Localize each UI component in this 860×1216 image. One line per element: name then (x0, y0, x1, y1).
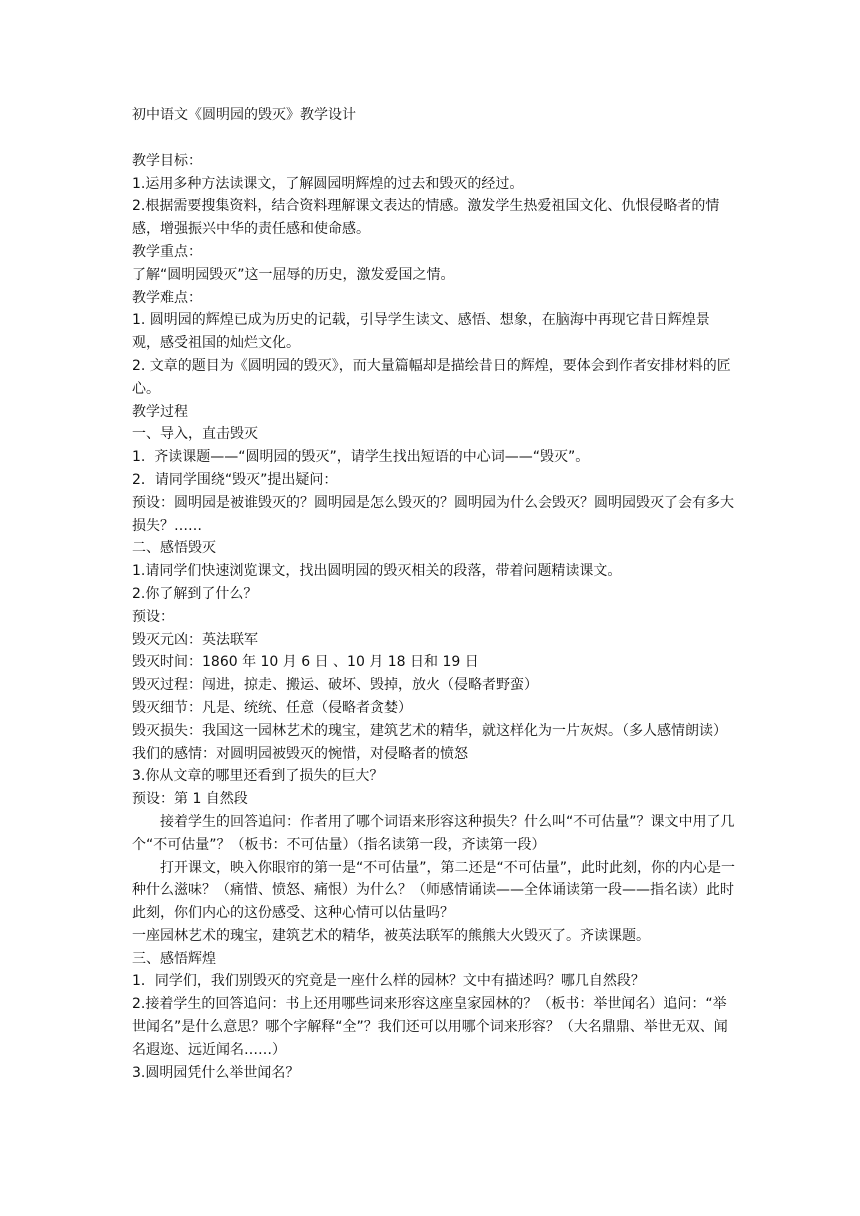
paragraph: 三、感悟辉煌 (132, 950, 216, 967)
paragraph: 预设： (132, 608, 174, 625)
paragraph: 毁灭元凶：英法联军 (132, 631, 258, 648)
paragraph: 教学难点： (132, 289, 202, 306)
paragraph: 1.运用多种方法读课文，了解圆园明辉煌的过去和毁灭的经过。 (132, 175, 524, 192)
paragraph: 2. 文章的题目为《圆明园的毁灭》，而大量篇幅却是描绘昔日的辉煌，要体会到作者安排材料的匠心。 (132, 357, 731, 397)
document-title: 初中语文《圆明园的毁灭》教学设计 (132, 107, 356, 123)
paragraph: 3.你从文章的哪里还看到了损失的巨大？ (132, 768, 384, 785)
blank-line (132, 127, 736, 150)
paragraph: 教学目标： (132, 152, 202, 169)
paragraph: 2.根据需要搜集资料，结合资料理解课文表达的情感。激发学生热爱祖国文化、仇恨侵略者的情感，增强振兴中华的责任感和使命感。 (132, 198, 720, 238)
paragraph: 1．同学们，我们别毁灭的究竟是一座什么样的园林？文中有描述吗？哪几自然段？ (132, 973, 645, 990)
paragraph: 1.请同学们快速浏览课文，找出圆明园的毁灭相关的段落，带着问题精读课文。 (132, 563, 622, 580)
paragraph: 教学过程 (132, 403, 188, 420)
paragraph: 2.你了解到了什么？ (132, 585, 258, 602)
paragraph: 1. 齐读课题——“圆明园的毁灭”，请学生找出短语的中心词——“毁灭”。 (132, 449, 590, 466)
paragraph: 毁灭时间：1860 年 10 月 6 日 、10 月 18 日和 19 日 (132, 654, 479, 671)
paragraph: 3.圆明园凭什么举世闻名？ (132, 1064, 300, 1081)
paragraph: 一、导入，直击毁灭 (132, 426, 258, 443)
paragraph: 1. 圆明园的辉煌已成为历史的记载，引导学生读文、感悟、想象，在脑海中再现它昔日辉煌景观，感受祖国的灿烂文化。 (132, 312, 710, 352)
paragraph: 预设：圆明园是被谁毁灭的？圆明园是怎么毁灭的？圆明园为什么会毁灭？圆明园毁灭了会有多大损失？…… (132, 494, 734, 534)
paragraph: 接着学生的回答追问：作者用了哪个词语来形容这种损失？什么叫“不可估量”？课文中用了几个“不可估量”？（板书：不可估量）（指名读第一段，齐读第一段） (132, 813, 735, 853)
paragraph: 2．请同学围绕“毁灭”提出疑问： (132, 471, 338, 488)
paragraph: 2.接着学生的回答追问：书上还用哪些词来形容这座皇家园林的？（板书：举世闻名）追问：“举世闻名”是什么意思？哪个字解释“全”？我们还可以用哪个词来形容？（大名鼎鼎、举世无双、闻名遐迩、远近闻名……） (132, 996, 728, 1058)
paragraph: 我们的感情：对圆明园被毁灭的惋惜，对侵略者的愤怒 (132, 745, 468, 762)
paragraph: 毁灭损失：我国这一园林艺术的瑰宝，建筑艺术的精华，就这样化为一片灰烬。（多人感情朗读） (132, 722, 727, 739)
paragraph-list (132, 150, 736, 1085)
paragraph: 毁灭过程：闯进，掠走、搬运、破坏、毁掉，放火（侵略者野蛮） (132, 677, 538, 694)
paragraph: 毁灭细节：凡是、统统、任意（侵略者贪婪） (132, 699, 412, 716)
paragraph: 教学重点： (132, 243, 202, 260)
paragraph: 打开课文，映入你眼帘的第一是“不可估量”，第二还是“不可估量”，此时此刻，你的内心是一种什么滋味？（痛惜、愤怒、痛恨）为什么？（师感情诵读——全体诵读第一段——指名读）此时此刻，你们内心的这份感受、这种心情可以估量吗？ (132, 859, 736, 922)
paragraph: 一座园林艺术的瑰宝，建筑艺术的精华，被英法联军的熊熊大火毁灭了。齐读课题。 (132, 927, 650, 944)
document-body (132, 104, 736, 1084)
paragraph: 预设：第 1 自然段 (132, 791, 248, 808)
paragraph: 二、感悟毁灭 (132, 540, 216, 557)
paragraph: 了解“圆明园毁灭”这一屈辱的历史，激发爱国之情。 (132, 266, 455, 283)
